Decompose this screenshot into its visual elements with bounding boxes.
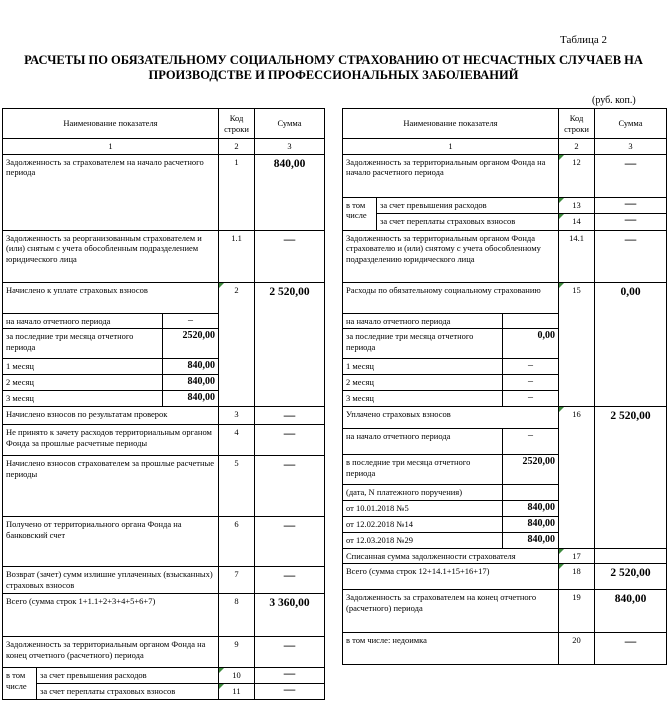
table-row bbox=[343, 282, 667, 313]
row-label: Задолженность за страхователем на конец отчетного (расчетного) периода bbox=[343, 590, 559, 633]
table-row bbox=[3, 230, 325, 282]
sub-label: в последние три месяца отчетного периода bbox=[343, 455, 503, 485]
row-label: Начислено к уплате страховых взносов bbox=[3, 282, 219, 313]
row-code: 11 bbox=[219, 684, 255, 700]
table-row bbox=[343, 548, 667, 564]
row-label: Задолженность за реорганизованным страхователем и (или) снятым с учета обособленным подразделением юридического лица bbox=[3, 230, 219, 282]
page-title bbox=[0, 53, 667, 83]
table-header bbox=[343, 109, 667, 139]
header-numbers bbox=[343, 139, 667, 155]
table-number: Таблица 2 bbox=[560, 34, 608, 46]
sub-value: 840,00 bbox=[163, 375, 219, 391]
row-label: Задолженность за территориальным органом Фонда страхователю и (или) снятому с учета обособленному подразделению юридического лица bbox=[343, 230, 559, 282]
table-row bbox=[3, 154, 325, 230]
row-code: 8 bbox=[219, 594, 255, 637]
row-sum: 2 520,00 bbox=[595, 407, 667, 549]
row-code: 16 bbox=[559, 407, 595, 549]
header-col-2: 2 bbox=[219, 139, 255, 155]
row-label: Задолженность за территориальным органом Фонда на начало расчетного периода bbox=[343, 154, 559, 197]
sub-label: на начало отчетного периода bbox=[343, 429, 503, 455]
row-label: Списанная сумма задолженности страхователя bbox=[343, 548, 559, 564]
row-code: 15 bbox=[559, 282, 595, 407]
row-label: Задолженность за страхователем на начало расчетного периода bbox=[3, 154, 219, 230]
row-sum: 3 360,00 bbox=[255, 594, 325, 637]
row-code: 5 bbox=[219, 456, 255, 517]
table-row bbox=[343, 197, 667, 213]
table-row bbox=[343, 590, 667, 633]
row-sum: — bbox=[595, 633, 667, 665]
sub-label: 3 месяц bbox=[3, 391, 163, 407]
table-row bbox=[3, 594, 325, 637]
row-code: 20 bbox=[559, 633, 595, 665]
table-row bbox=[3, 425, 325, 456]
table-row bbox=[343, 230, 667, 282]
row-sum: — bbox=[255, 637, 325, 668]
sub-value: 840,00 bbox=[503, 500, 559, 516]
row-label: Начислено взносов по результатам проверок bbox=[3, 407, 219, 425]
title-line-2: ПРОИЗВОДСТВЕ И ПРОФЕССИОНАЛЬНЫХ ЗАБОЛЕВАНИЙ bbox=[148, 68, 519, 82]
row-code: 12 bbox=[559, 154, 595, 197]
header-code: Код строки bbox=[219, 109, 255, 139]
row-sum: — bbox=[595, 213, 667, 230]
table-row bbox=[3, 517, 325, 567]
row-code: 6 bbox=[219, 517, 255, 567]
table-row bbox=[343, 154, 667, 197]
sub-label: от 12.02.2018 №14 bbox=[343, 516, 503, 532]
row-code: 7 bbox=[219, 567, 255, 594]
row-sum: — bbox=[255, 684, 325, 700]
row-code: 3 bbox=[219, 407, 255, 425]
row-label: в том числе: недоимка bbox=[343, 633, 559, 665]
row-sum: — bbox=[595, 197, 667, 213]
sub-value: – bbox=[503, 359, 559, 375]
sub-value bbox=[503, 313, 559, 329]
row-label: за счет переплаты страховых взносов bbox=[37, 684, 219, 700]
sub-value: 0,00 bbox=[503, 329, 559, 359]
row-label: Всего (сумма строк 12+14.1+15+16+17) bbox=[343, 564, 559, 590]
row-sum: — bbox=[255, 456, 325, 517]
in-that-label: в том числе bbox=[343, 197, 377, 230]
table-row bbox=[343, 564, 667, 590]
table-header bbox=[3, 109, 325, 139]
header-col-2: 2 bbox=[559, 139, 595, 155]
sub-value: – bbox=[503, 429, 559, 455]
row-code: 10 bbox=[219, 668, 255, 684]
sub-label: (дата, N платежного поручения) bbox=[343, 485, 503, 501]
sub-value: 840,00 bbox=[503, 516, 559, 532]
row-sum: — bbox=[595, 230, 667, 282]
header-name: Наименование показателя bbox=[343, 109, 559, 139]
header-col-3: 3 bbox=[595, 139, 667, 155]
in-that-label: в том числе bbox=[3, 668, 37, 700]
header-col-1: 1 bbox=[343, 139, 559, 155]
sub-value: – bbox=[503, 391, 559, 407]
row-label: Не принято к зачету расходов территориальным органом Фонда за прошлые расчетные периоды bbox=[3, 425, 219, 456]
header-sum: Сумма bbox=[255, 109, 325, 139]
row-sum: — bbox=[255, 407, 325, 425]
table-row bbox=[343, 633, 667, 665]
header-numbers bbox=[3, 139, 325, 155]
row-label: Задолженность за территориальным органом Фонда на конец отчетного (расчетного) периода bbox=[3, 637, 219, 668]
header-code: Код строки bbox=[559, 109, 595, 139]
sub-label: на начало отчетного периода bbox=[3, 313, 163, 329]
sub-label: от 12.03.2018 №29 bbox=[343, 532, 503, 548]
sub-value: 840,00 bbox=[163, 359, 219, 375]
table-row bbox=[3, 456, 325, 517]
row-sum: — bbox=[595, 154, 667, 197]
sub-label: 3 месяц bbox=[343, 391, 503, 407]
sub-label: 2 месяц bbox=[3, 375, 163, 391]
sub-value: – bbox=[503, 375, 559, 391]
row-sum: — bbox=[255, 668, 325, 684]
row-sum bbox=[595, 548, 667, 564]
sub-value: 2520,00 bbox=[163, 329, 219, 359]
row-sum: — bbox=[255, 230, 325, 282]
right-table bbox=[342, 108, 667, 665]
header-col-3: 3 bbox=[255, 139, 325, 155]
sub-label: 2 месяц bbox=[343, 375, 503, 391]
row-sum: — bbox=[255, 567, 325, 594]
row-sum: 840,00 bbox=[595, 590, 667, 633]
row-label: Уплачено страховых взносов bbox=[343, 407, 559, 429]
table-row bbox=[343, 213, 667, 230]
row-code: 14.1 bbox=[559, 230, 595, 282]
row-code: 1 bbox=[219, 154, 255, 230]
header-name: Наименование показателя bbox=[3, 109, 219, 139]
row-label: за счет переплаты страховых взносов bbox=[377, 213, 559, 230]
row-sum: 2 520,00 bbox=[255, 282, 325, 407]
row-label: Всего (сумма строк 1+1.1+2+3+4+5+6+7) bbox=[3, 594, 219, 637]
sub-label: 1 месяц bbox=[3, 359, 163, 375]
row-label: за счет превышения расходов bbox=[37, 668, 219, 684]
table-row bbox=[3, 684, 325, 700]
row-code: 2 bbox=[219, 282, 255, 407]
row-sum: 0,00 bbox=[595, 282, 667, 407]
table-row bbox=[3, 668, 325, 684]
row-sum: 840,00 bbox=[255, 154, 325, 230]
title-line-1: РАСЧЕТЫ ПО ОБЯЗАТЕЛЬНОМУ СОЦИАЛЬНОМУ СТРАХОВАНИЮ ОТ НЕСЧАСТНЫХ СЛУЧАЕВ НА bbox=[24, 53, 643, 67]
row-code: 1.1 bbox=[219, 230, 255, 282]
row-code: 19 bbox=[559, 590, 595, 633]
sub-label: от 10.01.2018 №5 bbox=[343, 500, 503, 516]
table-row bbox=[3, 282, 325, 313]
header-sum: Сумма bbox=[595, 109, 667, 139]
row-sum: — bbox=[255, 517, 325, 567]
row-label: Возврат (зачет) сумм излишне уплаченных (взысканных) страховых взносов bbox=[3, 567, 219, 594]
row-code: 4 bbox=[219, 425, 255, 456]
table-row bbox=[3, 567, 325, 594]
sub-label: за последние три месяца отчетного периода bbox=[3, 329, 163, 359]
sub-value: 840,00 bbox=[163, 391, 219, 407]
table-row bbox=[3, 637, 325, 668]
row-label: за счет превышения расходов bbox=[377, 197, 559, 213]
sub-value bbox=[503, 485, 559, 501]
row-code: 9 bbox=[219, 637, 255, 668]
row-sum: 2 520,00 bbox=[595, 564, 667, 590]
table-row bbox=[3, 407, 325, 425]
currency-unit: (руб. коп.) bbox=[592, 95, 636, 106]
row-label: Расходы по обязательному социальному страхованию bbox=[343, 282, 559, 313]
sub-label: на начало отчетного периода bbox=[343, 313, 503, 329]
left-table bbox=[2, 108, 325, 700]
row-code: 17 bbox=[559, 548, 595, 564]
sub-value: 2520,00 bbox=[503, 455, 559, 485]
row-sum: — bbox=[255, 425, 325, 456]
sub-label: 1 месяц bbox=[343, 359, 503, 375]
sub-value: 840,00 bbox=[503, 532, 559, 548]
row-label: Получено от территориального органа Фонда на банковский счет bbox=[3, 517, 219, 567]
row-code: 14 bbox=[559, 213, 595, 230]
sub-value: – bbox=[163, 313, 219, 329]
row-label: Начислено взносов страхователем за прошлые расчетные периоды bbox=[3, 456, 219, 517]
table-row bbox=[343, 407, 667, 429]
row-code: 13 bbox=[559, 197, 595, 213]
sub-label: за последние три месяца отчетного периода bbox=[343, 329, 503, 359]
header-col-1: 1 bbox=[3, 139, 219, 155]
row-code: 18 bbox=[559, 564, 595, 590]
